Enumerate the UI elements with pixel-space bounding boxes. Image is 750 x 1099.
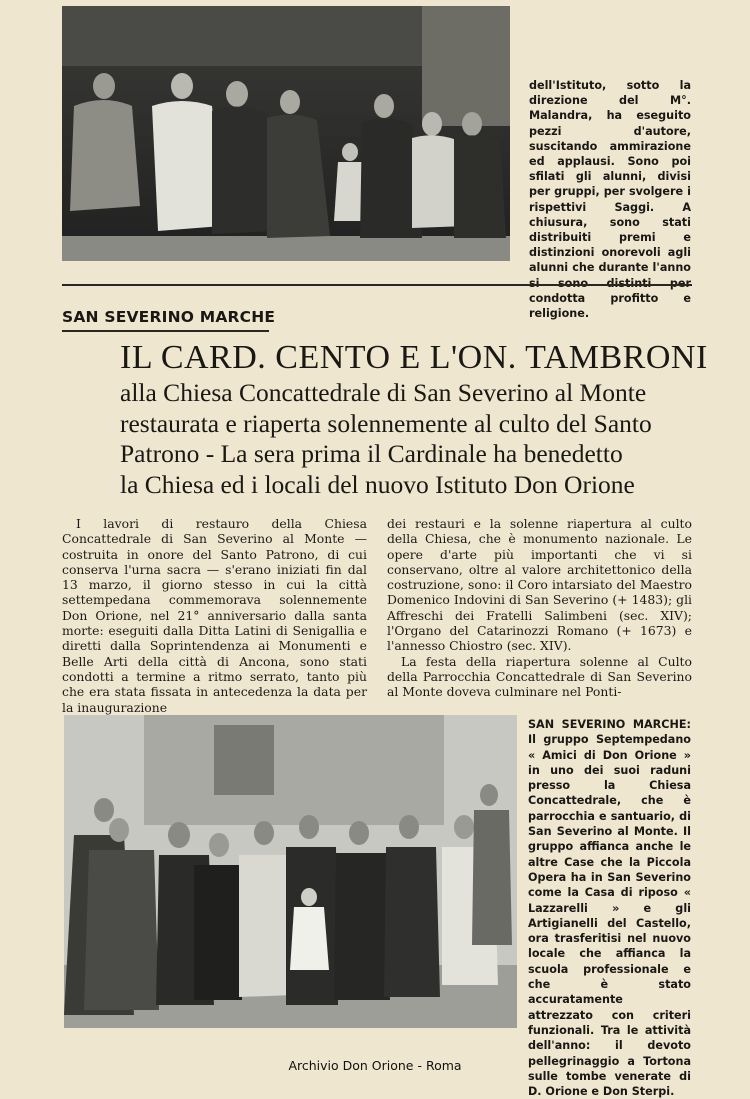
footer-archive-label: Archivio Don Orione - Roma xyxy=(288,1058,462,1073)
divider-rule xyxy=(62,284,692,286)
bottom-photo-caption xyxy=(528,717,691,1099)
bottom-photo xyxy=(64,715,517,1028)
headline-sub-2: restaurata e riaperta solennemente al culto del Santo xyxy=(120,408,652,438)
article-column-1: I lavori di restauro della Chiesa Concattedrale di San Severino al Monte — costruita in onore del Santo Patrono, di cui conserva l'urna sacra — s'erano iniziati fin dal 13 marzo, il giorno stesso in cui la città settempedana commemorava solennemente Don Orione, nel 21° anniversario dalla santa morte: eseguiti dalla Ditta Latini di Senigallia e diretti dalla Soprintendenza ai Monumenti e Belle Arti della città di Ancona, sono stati condotti a termine a ritmo serrato, tanto più che era stata fissata in antecedenza la data per la inaugurazione xyxy=(62,516,367,715)
top-photo-caption: dell'Istituto, sotto la direzione del M°. Malandra, ha eseguito pezzi d'autore, suscitando ammirazione ed applausi. Sono poi sfilati gli alunni, divisi per gruppi, per svolgere i rispettivi Saggi. A chiusura, sono stati distribuiti premi e distinzioni onorevoli agli alunni che durante l'anno condotta profitto e religione. xyxy=(529,79,691,321)
article-headline xyxy=(120,338,708,500)
seated-dignitaries-image xyxy=(62,6,510,261)
headline-sub-4: la Chiesa ed i locali del nuovo Istituto Don Orione xyxy=(120,469,635,499)
caption-lead: SAN SEVERINO MARCHE: xyxy=(528,718,691,731)
caption-text: Il gruppo Septempedano « Amici di Don Orione » in uno dei suoi raduni presso la Chiesa Concattedrale, che è parrocchia e santuario, di San Severino al Monte. Il gruppo affianca anche le altre Case che la Piccola Opera ha in San Severino come la Casa di riposo « Lazzarelli » e gli Artigianelli del Castello, ora trasferitisi nel nuovo locale che affianca la scuola professionale e che è stato accuratamente attrezzato con criteri funzionali. Tra le attività dell'anno: il devoto pellegrinaggio a Tortona sulle tombe venerate di D. Orione e Don Sterpi. xyxy=(528,733,691,1099)
headline-sub-1: alla Chiesa Concattedrale di San Severino al Monte xyxy=(120,378,647,407)
section-label: SAN SEVERINO MARCHE xyxy=(62,308,276,326)
group-photo-image xyxy=(64,715,517,1028)
headline-main: IL CARD. CENTO E L'ON. TAMBRONI xyxy=(120,339,708,376)
article-column-2: dei restauri e la solenne riapertura al culto della Chiesa, che è monumento nazionale. Le opere d'arte più importanti che vi si conservano, oltre al valore architettonico della costruzione, sono: il Coro intarsiato del Maestro Domenico Indovini di San Severino (+ 1483); gli Affreschi dei Fratelli Salimbeni (sec. XIV); l'Organo del Catarinozzi Romano (+ 1673) e l'annesso Chiostro (sec. XIV). La festa della riapertura solenne al Culto della Parrocchia Concattedrale di San Severino al Monte doveva culminare nel Ponti- xyxy=(387,516,692,700)
section-label-underline xyxy=(62,330,269,332)
top-photo xyxy=(62,6,510,261)
headline-sub-3: Patrono - La sera prima il Cardinale ha benedetto xyxy=(120,439,623,468)
